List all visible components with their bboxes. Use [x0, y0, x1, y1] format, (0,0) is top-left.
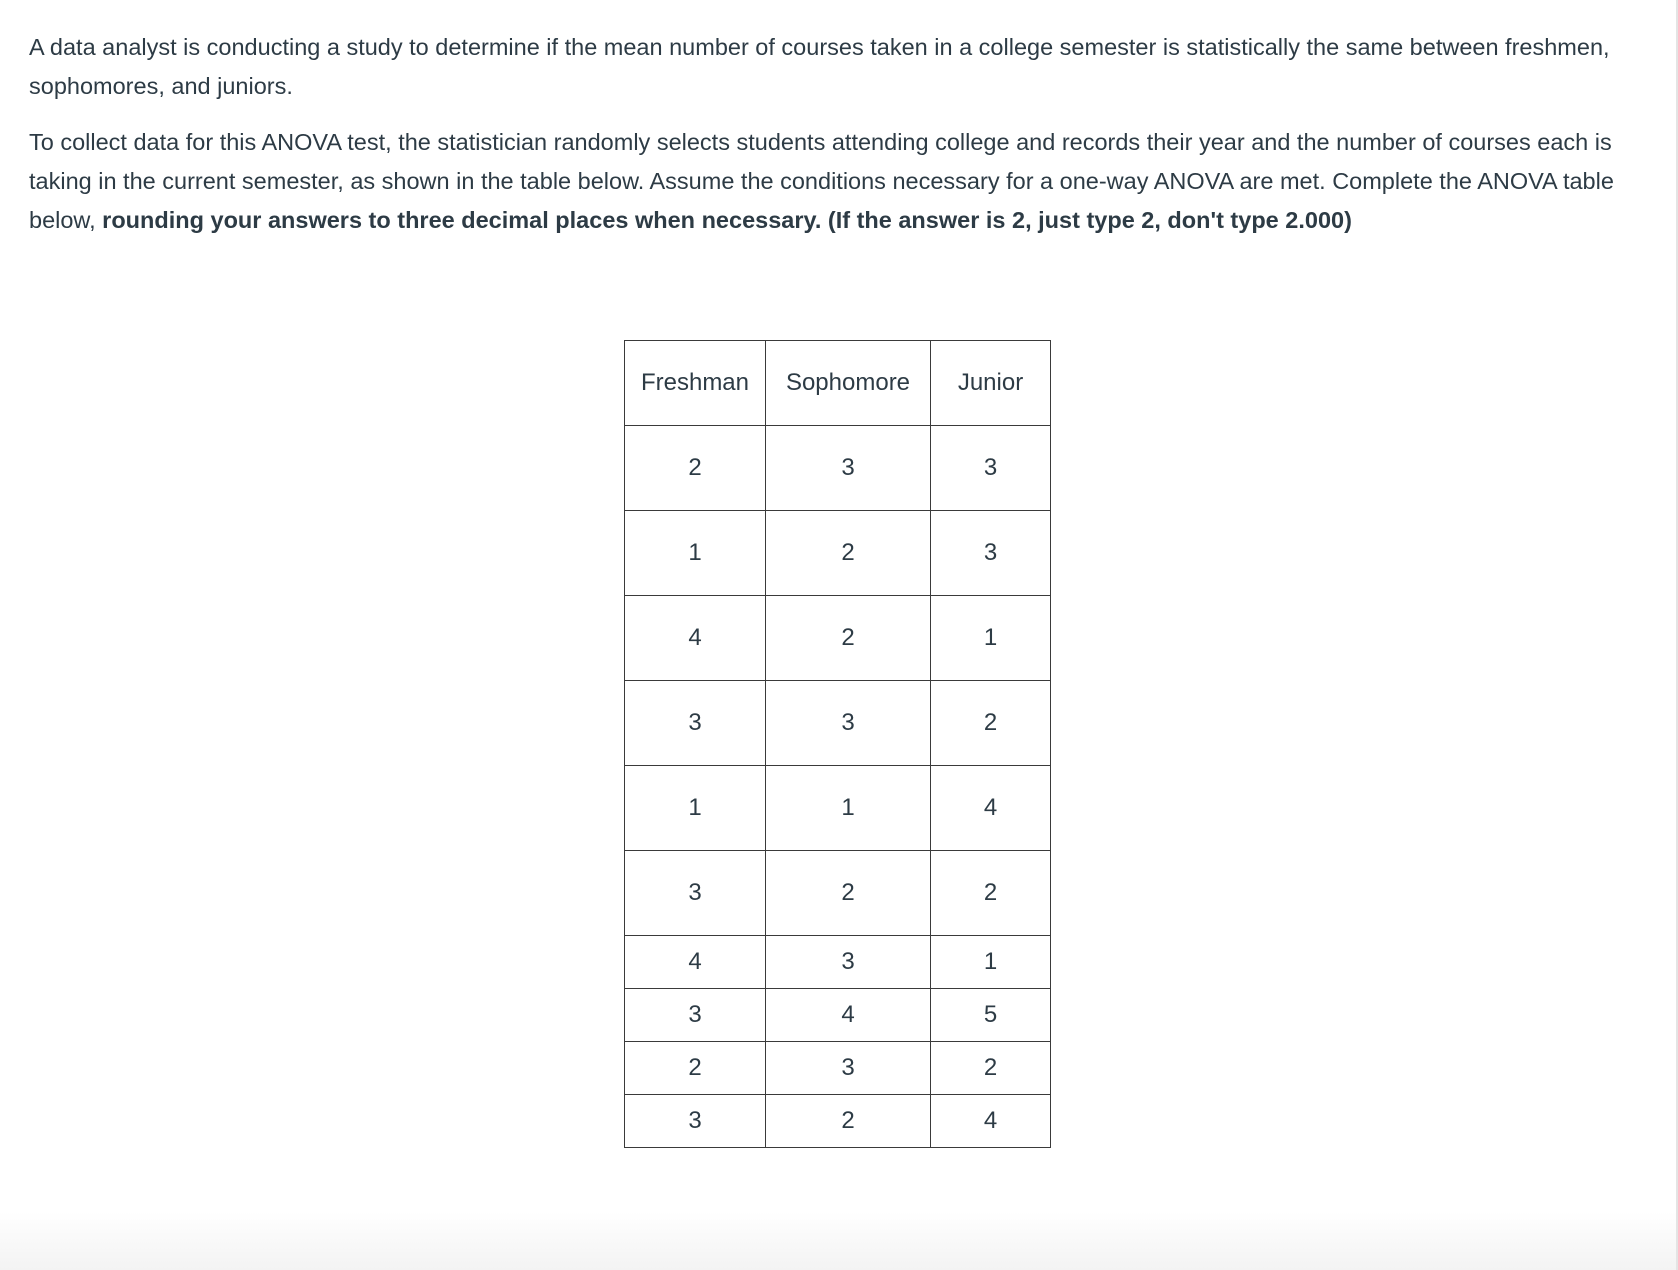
table-cell: 3 [931, 511, 1051, 596]
table-cell: 2 [766, 596, 931, 681]
courses-data-table [624, 340, 1051, 1148]
table-row [625, 596, 1051, 681]
data-table-container [624, 340, 1051, 1148]
table-row [625, 989, 1051, 1042]
table-header-row [625, 341, 1051, 426]
table-cell: 4 [931, 766, 1051, 851]
question-paragraph-1 [29, 28, 1649, 106]
table-cell: 2 [766, 851, 931, 936]
table-row [625, 851, 1051, 936]
table-cell: 3 [766, 426, 931, 511]
table-cell: 2 [625, 426, 766, 511]
table-cell: 3 [931, 426, 1051, 511]
table-cell: 1 [625, 511, 766, 596]
table-cell: 2 [766, 511, 931, 596]
paragraph-1-text: A data analyst is conducting a study to determine if the mean number of courses taken in a college semester is statistically the same between freshmen, sophomores, and juniors. [29, 34, 1610, 99]
table-cell: 4 [625, 596, 766, 681]
table-cell: 3 [625, 851, 766, 936]
table-cell: 3 [766, 936, 931, 989]
table-cell: 4 [766, 989, 931, 1042]
header-junior: Junior [931, 341, 1051, 426]
table-cell: 3 [625, 1095, 766, 1148]
table-row [625, 511, 1051, 596]
table-cell: 3 [625, 989, 766, 1042]
paragraph-2-bold-instruction: rounding your answers to three decimal places when necessary. (If the answer is 2, just type 2, don't type 2.000) [102, 207, 1352, 233]
table-row [625, 936, 1051, 989]
table-row [625, 426, 1051, 511]
table-cell: 2 [766, 1095, 931, 1148]
table-cell: 1 [766, 766, 931, 851]
table-cell: 3 [766, 1042, 931, 1095]
header-sophomore: Sophomore [766, 341, 931, 426]
table-cell: 2 [931, 1042, 1051, 1095]
table-row [625, 1095, 1051, 1148]
table-cell: 5 [931, 989, 1051, 1042]
table-row [625, 1042, 1051, 1095]
table-row [625, 766, 1051, 851]
table-cell: 1 [931, 596, 1051, 681]
table-row [625, 681, 1051, 766]
table-cell: 2 [625, 1042, 766, 1095]
question-paragraph-2 [29, 123, 1649, 240]
table-cell: 3 [766, 681, 931, 766]
table-cell: 1 [931, 936, 1051, 989]
question-text [29, 28, 1649, 257]
table-cell: 2 [931, 681, 1051, 766]
table-cell: 2 [931, 851, 1051, 936]
table-cell: 4 [931, 1095, 1051, 1148]
table-cell: 3 [625, 681, 766, 766]
paragraph-2-text: To collect data for this ANOVA test, the statistician randomly selects students attending college and records their year and the number of courses each is taking in the current semester, as shown in the table below. Assume the conditions necessary for a one-way ANOVA are met. Complete the ANOVA table below, [29, 129, 1614, 233]
header-freshman: Freshman [625, 341, 766, 426]
table-cell: 4 [625, 936, 766, 989]
table-cell: 1 [625, 766, 766, 851]
bottom-footer-bar [0, 1212, 1678, 1270]
